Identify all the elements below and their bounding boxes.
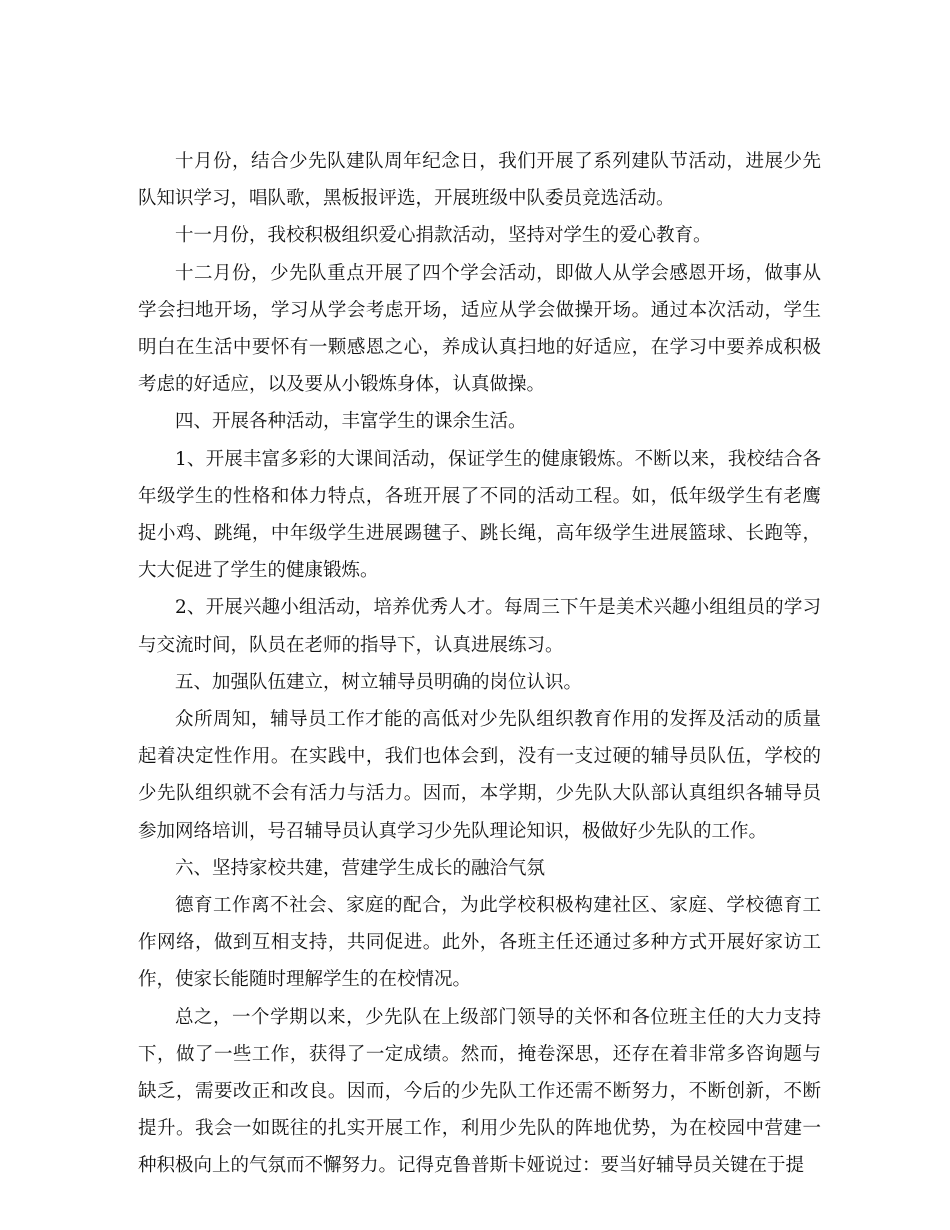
paragraph-december: 十二月份，少先队重点开展了四个学会活动，即做人从学会感恩开场，做事从学会扫地开场，学习从学会考虑开场，适应从学会做操开场。通过本次活动，学生明白在生活中要怀有一颗感恩之心，养成认真扫地的好适应，在学习中要养成积极考虑的好适应，以及要从小锻炼身体，认真做操。: [138, 262, 821, 396]
paragraph-recess-activities: 1、开展丰富多彩的大课间活动，保证学生的健康锻炼。不断以来，我校结合各年级学生的性格和体力特点，各班开展了不同的活动工程。如，低年级学生有老鹰捉小鸡、跳绳，中年级学生进展踢毽子、跳长绳，高年级学生进展篮球、长跑等，大大促进了学生的健康锻炼。: [138, 448, 821, 582]
paragraph-interest-groups: 2、开展兴趣小组活动，培养优秀人才。每周三下午是美术兴趣小组组员的学习与交流时间，队员在老师的指导下，认真进展练习。: [138, 597, 821, 656]
paragraph-home-school: 德育工作离不社会、家庭的配合，为此学校积极构建社区、家庭、学校德育工作网络，做到互相支持，共同促进。此外，各班主任还通过多种方式开展好家访工作，使家长能随时理解学生的在校情况。: [138, 895, 821, 991]
section-heading-team-building: 五、加强队伍建立，树立辅导员明确的岗位认识。: [175, 671, 583, 693]
document-body: [138, 143, 821, 1185]
paragraph-october: 十月份，结合少先队建队周年纪念日，我们开展了系列建队节活动，进展少先队知识学习，唱队歌，黑板报评选，开展班级中队委员竞选活动。: [138, 151, 821, 210]
paragraph-counselor-training: 众所周知，辅导员工作才能的高低对少先队组织教育作用的发挥及活动的质量起着决定性作用。在实践中，我们也体会到，没有一支过硬的辅导员队伍，学校的少先队组织就不会有活力与活力。因而，本学期，少先队大队部认真组织各辅导员参加网络培训，号召辅导员认真学习少先队理论知识，极做好少先队的工作。: [138, 709, 821, 842]
paragraph-summary: 总之，一个学期以来，少先队在上级部门领导的关怀和各位班主任的大力支持下，做了一些工作，获得了一定成绩。然而，掩卷深思，还存在着非常多咨询题与缺乏，需要改正和改良。因而，今后的少先队工作还需不断努力，不断创新，不断提升。我会一如既往的扎实开展工作，利用少先队的阵地优势，为在校园中营建一种积极向上的气氛而不懈努力。记得克鲁普斯卡娅说过：要当好辅导员关键在于提: [138, 1006, 821, 1177]
section-heading-activities: 四、开展各种活动，丰富学生的课余生活。: [175, 411, 527, 433]
section-heading-home-school: 六、坚持家校共建，营建学生成长的融洽气氛: [175, 857, 546, 879]
paragraph-november: 十一月份，我校积极组织爱心捐款活动，坚持对学生的爱心教育。: [175, 225, 712, 247]
